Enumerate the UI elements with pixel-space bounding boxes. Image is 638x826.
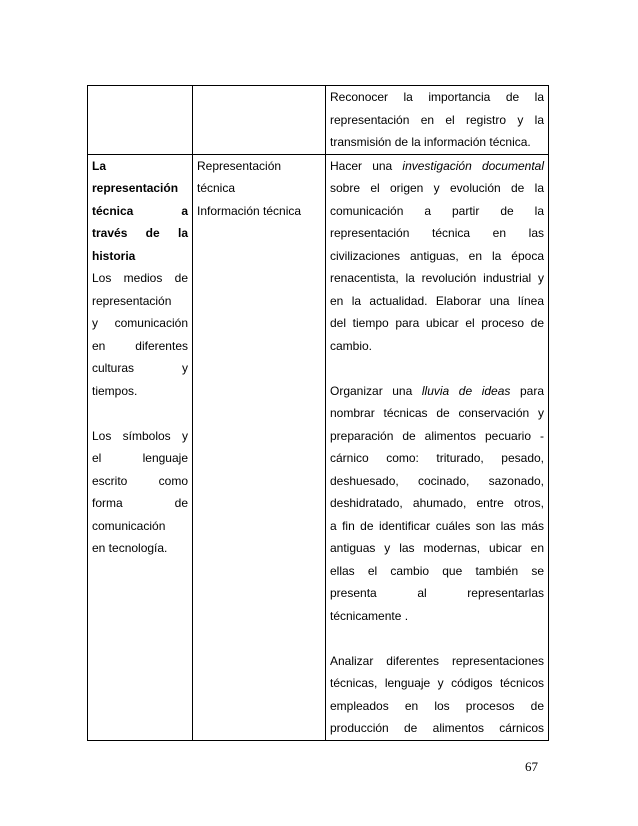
objective-cell <box>326 86 549 155</box>
spacer <box>330 357 544 380</box>
text-line: sobre el origen y evolución de la <box>330 181 544 195</box>
text-line: escrito como <box>92 473 188 488</box>
topic-title-line: La <box>92 158 107 173</box>
content-table <box>87 85 549 741</box>
text-line: preparación de alimentos pecuario - <box>330 428 544 443</box>
text-line: ellas el cambio que también se <box>330 563 544 578</box>
text-line: Información técnica <box>197 203 302 218</box>
text-line: Representación <box>197 158 282 173</box>
page-number: 67 <box>525 759 538 774</box>
text-line: comunicación <box>92 518 166 533</box>
text-line: Los medios de <box>92 271 188 285</box>
text-line: comunicación a partir de la <box>330 203 544 218</box>
table-cell-empty <box>193 86 326 155</box>
text-line: cambio. <box>330 338 373 353</box>
text-line: cárnico como: triturado, pesado, <box>330 451 544 465</box>
text-line: representación <box>92 293 172 308</box>
table-row <box>88 86 549 155</box>
text-fragment: Hacer una <box>330 158 393 173</box>
text-fragment: Organizar una <box>330 383 413 398</box>
text-line: deshidratado, ahumado, entre otros, <box>330 496 544 510</box>
text-line: Los símbolos y <box>92 428 188 443</box>
text-line: representación técnica en las <box>330 226 544 240</box>
text-line: técnicamente . <box>330 608 409 623</box>
spacer <box>330 627 544 650</box>
text-line: del tiempo para ubicar el proceso de <box>330 316 544 330</box>
text-line: en tecnología. <box>92 541 168 555</box>
text-line: Reconocer la importancia de la <box>330 90 544 104</box>
text-fragment: para <box>519 383 544 398</box>
text-line: culturas y <box>92 361 188 375</box>
table-row <box>88 154 549 740</box>
text-line: transmisión de la información técnica. <box>330 135 531 149</box>
text-line: en diferentes <box>92 338 188 353</box>
activities-cell <box>326 154 549 740</box>
topic-title-line: técnica a <box>92 203 188 218</box>
text-line: empleados en los procesos de <box>330 698 544 713</box>
topic-cell <box>88 154 193 740</box>
topic-title-line: historia <box>92 248 136 263</box>
text-line: deshuesado, cocinado, sazonado, <box>330 473 544 488</box>
emphasis-text: investigación documental <box>402 158 544 173</box>
text-line: renacentista, la revolución industrial y <box>330 271 544 285</box>
topic-title-line: través de la <box>92 226 188 240</box>
table-cell-empty <box>88 86 193 155</box>
text-line: presenta al representarlas <box>330 586 544 600</box>
text-line: nombrar técnicas de conservación y <box>330 406 544 420</box>
text-line: en la actualidad. Elaborar una línea <box>330 293 544 308</box>
topic-title-line: representación <box>92 181 179 195</box>
text-line: representación en el registro y la <box>330 112 544 127</box>
text-line <box>330 380 544 403</box>
text-line: técnicas, lenguaje y códigos técnicos <box>330 676 544 690</box>
text-line: producción de alimentos cárnicos <box>330 721 544 735</box>
content-cell <box>193 154 326 740</box>
text-line: y comunicación <box>92 316 188 330</box>
text-line: forma de <box>92 496 188 510</box>
text-line <box>330 155 544 178</box>
emphasis-text: lluvia de ideas <box>421 383 511 398</box>
text-line: civilizaciones antiguas, en la época <box>330 248 544 263</box>
text-line: el lenguaje <box>92 451 188 465</box>
text-line: Analizar diferentes representaciones <box>330 653 544 668</box>
text-line: a fin de identificar cuáles son las más <box>330 518 544 533</box>
text-line: antiguas y las modernas, ubicar en <box>330 541 544 555</box>
spacer <box>92 402 188 425</box>
text-line: tiempos. <box>92 383 138 398</box>
text-line: técnica <box>197 181 236 195</box>
